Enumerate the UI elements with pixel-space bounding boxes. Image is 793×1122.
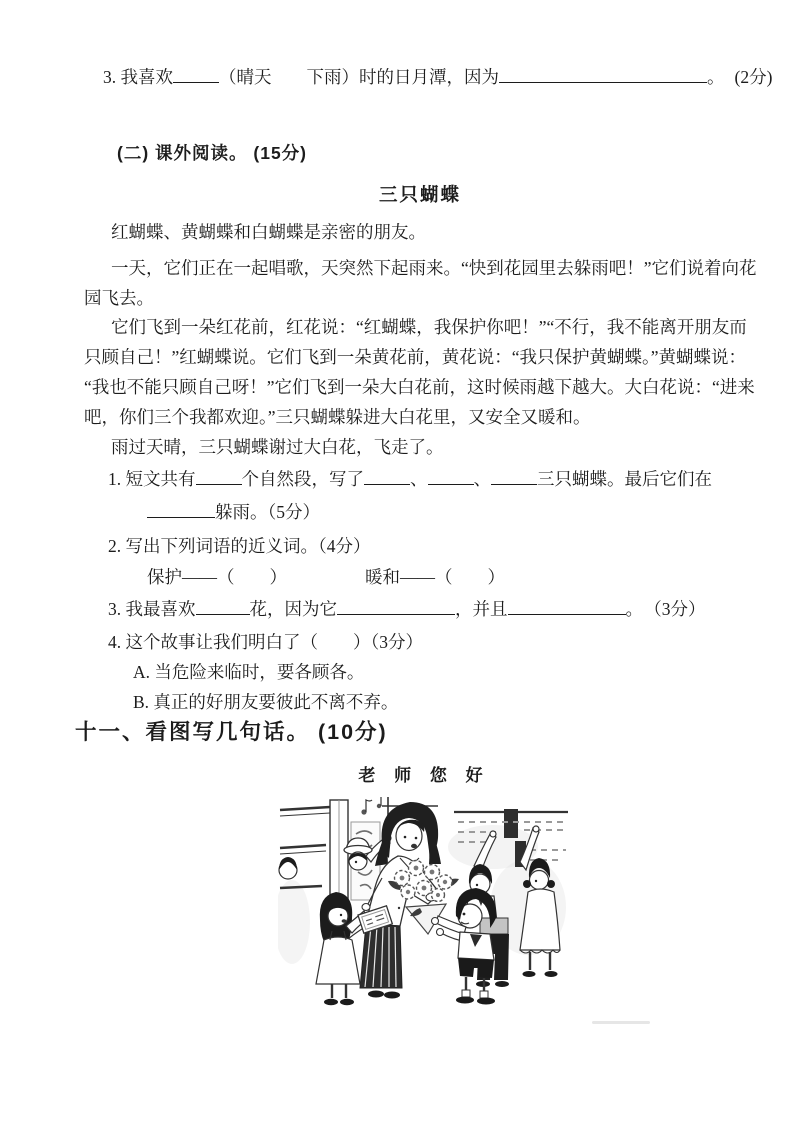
- reading-q1-line1: [108, 468, 712, 491]
- question-text: 、: [473, 469, 491, 489]
- question-text: 1. 短文共有: [108, 469, 196, 489]
- answer-blank: [508, 599, 626, 615]
- question-text: 个自然段，写了: [241, 469, 364, 489]
- answer-blank: [173, 67, 219, 83]
- reading-q4-option-a: A. 当危险来临时，要各顾各。: [133, 662, 365, 682]
- reading-q2-synonym-pairs: [147, 566, 505, 589]
- section-header-writing: 十一、看图写几句话。 (10分): [75, 720, 388, 744]
- answer-blank: [337, 599, 455, 615]
- question-text: 3. 我最喜欢: [108, 599, 196, 619]
- classroom-illustration: [278, 792, 570, 1014]
- reading-q1-line2: [147, 501, 320, 524]
- question-text: 躲雨。（5分）: [215, 502, 320, 522]
- score-label: (2分): [734, 67, 773, 87]
- story-line: 它们飞到一朵红花前，红花说：“红蝴蝶，我保护你吧！”“不行，我不能离开朋友而: [111, 317, 747, 337]
- story-line: 园飞去。: [84, 288, 154, 308]
- answer-blank: [364, 469, 410, 485]
- answer-blank: [147, 502, 215, 518]
- question-text: 花，因为它: [249, 599, 337, 619]
- score-label: （3分）: [653, 599, 706, 619]
- synonym-pair: 暖和——（ ）: [365, 567, 505, 587]
- reading-q3: [108, 598, 706, 621]
- fill-blank-question-riyuetan: [103, 66, 772, 89]
- picture-caption: 老 师 您 好: [358, 766, 490, 785]
- reading-q2: 2. 写出下列词语的近义词。（4分）: [108, 536, 371, 556]
- pupil-far-left: [279, 857, 297, 879]
- answer-blank: [428, 469, 474, 485]
- question-text: 。: [707, 67, 725, 87]
- story-line: 雨过天晴，三只蝴蝶谢过大白花，飞走了。: [111, 437, 444, 457]
- answer-blank: [196, 599, 250, 615]
- story-line: 只顾自己！”红蝴蝶说。它们飞到一朵黄花前，黄花说：“我只保护黄蝴蝶。”黄蝴蝶说：: [84, 347, 747, 367]
- question-text: 。: [625, 599, 643, 619]
- synonym-pair: 保护——（ ）: [147, 567, 287, 587]
- note-doodles: [361, 797, 381, 815]
- story-line: “我也不能只顾自己呀！”它们飞到一朵大白花前，这时候雨越下越大。大白花说：“进来: [84, 377, 755, 397]
- section-header-reading: (二) 课外阅读。 (15分): [117, 143, 307, 163]
- question-text: 3. 我喜欢: [103, 67, 173, 87]
- answer-blank: [491, 469, 537, 485]
- question-text: 、: [410, 469, 428, 489]
- question-text: ，并且: [455, 599, 508, 619]
- story-line: 一天，它们正在一起唱歌，天突然下起雨来。“快到花园里去躲雨吧！”它们说着向花: [111, 258, 757, 278]
- story-line: 红蝴蝶、黄蝴蝶和白蝴蝶是亲密的朋友。: [111, 222, 426, 242]
- scan-smudge: [592, 1021, 650, 1024]
- reading-q4-option-b: B. 真正的好朋友要彼此不离不弃。: [133, 692, 399, 712]
- story-line: 吧，你们三个我都欢迎。”三只蝴蝶躲进大白花里，又安全又暖和。: [84, 407, 591, 427]
- story-title: 三只蝴蝶: [378, 184, 461, 205]
- question-text: （晴天 下雨）时的日月潭，因为: [219, 67, 499, 87]
- answer-blank: [196, 469, 242, 485]
- question-text: 三只蝴蝶。最后它们在: [537, 469, 712, 489]
- answer-blank: [499, 67, 707, 83]
- spacer: [287, 582, 365, 583]
- reading-q4: 4. 这个故事让我们明白了（ ）（3分）: [108, 632, 423, 652]
